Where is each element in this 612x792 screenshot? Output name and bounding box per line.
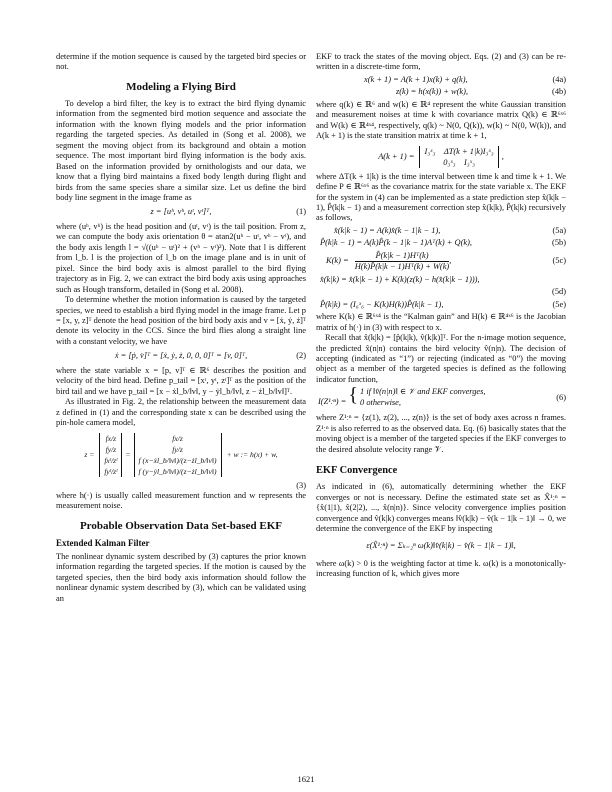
left-paragraph-7: The nonlinear dynamic system described by (3) captures the prior known information regarding the targeted species. If the motion is caused by the targeted species, then the bird body axis information should follow the nonlinear dynamic system described by (3), which can be validated using an (56, 551, 306, 603)
equation-3: z = fx/z fy/z fxᵗ/zᵗ fyᵗ/zᵗ = fx/z fy/z f (x−ẋl_b/‖v‖)/(z−żl_b/‖v‖) f (y−ẏl_b/‖v‖)/(z−żl_b/‖v‖) + w := h(x) + w, (84, 433, 278, 476)
a-matrix-lhs: A(k + 1) = (378, 151, 415, 161)
equation-5d-number: (5d) (552, 287, 566, 297)
equation-1 (56, 207, 306, 217)
equation-6-case-2: 0 otherwise, (360, 397, 401, 407)
equation-5e (316, 300, 566, 310)
a-matrix-row-2: 0₃ˣ₃ I₃ˣ₃ (443, 157, 475, 167)
left-paragraph-5: As illustrated in Fig. 2, the relationship between the measurement data z defined in (1) and the corresponding state x can be described using the pin-hole camera model, (56, 397, 306, 428)
equation-7-body: ε(X̂¹ːⁿ) = Σₖ₌₂ⁿ ω(k)‖v̂(k|k) − v̂(k − 1|k − 1)‖, (366, 541, 516, 551)
equation-a-matrix (316, 146, 566, 168)
page-number: 1621 (297, 774, 315, 784)
equation-4b (316, 87, 566, 97)
equation-5c-fraction (355, 251, 450, 273)
equation-3-number: (3) (296, 480, 306, 490)
left-intro-paragraph: determine if the motion sequence is caused by the targeted bird species or not. (56, 52, 306, 72)
equation-4b-number: (4b) (552, 87, 566, 97)
equation-6-lhs: I(Z¹ːⁿ) = (318, 397, 347, 407)
right-paragraph-4: where K(k) ∈ ℝ⁶ˣ⁴ is the “Kalman gain” and H(k) ∈ ℝ⁴ˣ⁶ is the Jacobian matrix of h(·) in (3) with respect to x. (316, 312, 566, 332)
equation-5c (316, 251, 566, 273)
equation-5d (316, 275, 566, 285)
vector-2-entry: f (x−ẋl_b/‖v‖)/(z−żl_b/‖v‖) (138, 455, 217, 465)
vector-2-entry: f (y−ẏl_b/‖v‖)/(z−żl_b/‖v‖) (138, 466, 217, 476)
right-paragraph-6: where Z¹ːⁿ = {z(1), z(2), ..., z(n)} is the set of body axes across n frames. Z¹ːⁿ is also referred to as the observed data. Eq. (6) basically states that the moving object is a member of the targeted species if the EKF converges to the desired absolute velocity range 𝒱. (316, 413, 566, 454)
equation-2 (56, 351, 306, 361)
section-heading-convergence: EKF Convergence (316, 465, 398, 477)
vector-1-entry: fy/z (105, 444, 117, 454)
vector-2-entry: fx/z (172, 433, 183, 443)
equation-5c-numerator: P̂(k|k − 1)Hᵀ(k) (355, 251, 450, 262)
equation-1-number: (1) (296, 207, 306, 217)
equation-5c-denominator: H(k)P̂(k|k − 1)Hᵀ(k) + W(k) (354, 262, 450, 272)
vector-2-entry: fy/z (172, 444, 183, 454)
section-heading-modeling: Modeling a Flying Bird (126, 80, 236, 93)
right-paragraph-8: where ω(k) > 0 is the weighting factor at time k. ω(k) is a monotonically-increasing function of k, which gives more (316, 558, 566, 579)
equation-5c-tail: , (449, 255, 452, 265)
a-matrix-body (419, 146, 498, 168)
equation-5c-number: (5c) (552, 255, 566, 265)
subsection-heading-ekf: Extended Kalman Filter (56, 537, 150, 548)
right-paragraph-3: where ΔT(k + 1|k) is the time interval between time k and time k + 1. We define P ∈ ℝ⁶ˣ⁶ as the covariance matrix for the state variable x. The EKF for the system in (4) can be implemented as a state prediction step x̂(k|k − 1), P̂(k|k − 1) and a measurement correction step x̂(k|k), P̂(k|k) recursively as follows, (316, 171, 566, 223)
left-paragraph-4: where the state variable x = [p, v]ᵀ ∈ ℝ⁶ describes the position and velocity of the bird head. Define p_tail = [xᵗ, yᵗ, zᵗ]ᵀ as the position of the bird tail and we have p_tail = [x − ẋl_b/‖v‖, y − ẏl_b/‖v‖, z − żl_b/‖v‖]ᵀ. (56, 365, 306, 396)
equation-5a-number: (5a) (552, 225, 566, 235)
equation-5c-lhs: K(k) = (326, 255, 349, 265)
equation-5b-body: P̂(k|k − 1) = A(k)P̂(k − 1|k − 1)Aᵀ(k) + Q(k), (320, 238, 472, 248)
equation-5e-number: (5e) (552, 299, 566, 309)
left-paragraph-1: To develop a bird filter, the key is to extract the bird flying dynamic information from the segmented bird motion sequence and associate the information with the known flying models and the prior information regarding the targeted species. As detailed in (Song et al. 2008), we segment the moving object from its background and obtain a motion sequence. The most important bird flying information is the body axis. Based on the information provided by ornithologists and our data, we know that a flying bird maintains a fixed body length during flight and birds from the same species share a similar size. Let us define the bird body line segment in the image frame as (56, 98, 306, 202)
equation-5d-body: x̂(k|k) = x̂(k|k − 1) + K(k)(z(k) − h(x̂(k|k − 1))), (320, 274, 480, 284)
equation-5a-body: x̂(k|k − 1) = A(k)x̂(k − 1|k − 1), (334, 225, 441, 235)
equation-5b-number: (5b) (552, 238, 566, 248)
equation-5a (316, 226, 566, 236)
a-matrix-row-1: I₃ˣ₃ ΔT(k + 1|k)I₃ˣ₃ (424, 146, 494, 156)
right-paragraph-5: Recall that x̂(k|k) = [p̂(k|k), v̂(k|k)]ᵀ. For the n-image motion sequence, the predicted x̂(n|n) contains the bird velocity v̂(n|n). The decision of accepting (indicated as “1”) or rejecting (indicated as “0”) the moving object as a member of the targeted species is defined as the following indicator function, (316, 333, 566, 384)
equation-4a (316, 75, 566, 85)
right-paragraph-1: EKF to track the states of the moving object. Eqs. (2) and (3) can be re-written in a discrete-time form, (316, 52, 566, 72)
equation-6 (316, 384, 566, 411)
equation-4a-number: (4a) (552, 74, 566, 84)
a-matrix-tail: , (501, 151, 504, 161)
section-heading-probable: Probable Observation Data Set-based EKF (79, 519, 283, 532)
vector-1-entry: fxᵗ/zᵗ (104, 455, 118, 465)
equation-3-rhs: + w := h(x) + w, (226, 449, 278, 459)
equation-2-number: (2) (296, 351, 306, 361)
equation-1-body: z = [uʰ, vʰ, uᵗ, vᵗ]ᵀ, (150, 207, 212, 217)
right-paragraph-2: where q(k) ∈ ℝ⁶ and w(k) ∈ ℝ⁴ represent the white Gaussian transition and measurement noises at time k with covariance matrix Q(k) ∈ ℝ⁶ˣ⁶ and W(k) ∈ ℝ⁴ˣ⁴, respectively, q(k) ~ N(0, Q(k)), w(k) ~ N(0, W(k)), and A(k + 1) is the state transition matrix at time k + 1, (316, 99, 566, 141)
equation-4b-body: z(k) = h(x(k)) + w(k), (396, 87, 468, 97)
vector-1-entry: fx/z (105, 433, 117, 443)
left-paragraph-2: where (uʰ, vʰ) is the head position and (uᵗ, vᵗ) is the tail position. From z, we can compute the body axis orientation θ = atan2(uʰ − uᵗ, vʰ − vᵗ), and the body axis length l = √((uʰ − uᵗ)² + (vʰ − vᵗ)²). Note that l is different from l_b. l is the projection of l_b on the image plane and is in unit of pixel. Since the bird body axis is almost parallel to the bird flying trajectory as in Fig. 2, we can extract the bird body axis using approaches such as Hough transform, detailed in (Song et al. 2008). (56, 221, 306, 294)
equation-6-brace: { (348, 384, 358, 407)
vector-1-entry: fyᵗ/zᵗ (104, 466, 118, 476)
equation-5e-body: P̂(k|k) = (I₆ˣ₆ − K(k)H(k))P̂(k|k − 1), (320, 299, 444, 309)
right-column (316, 52, 566, 580)
equation-6-case-1: 1 if ‖v̂(n|n)‖ ∈ 𝒱 and EKF converges, (360, 387, 486, 397)
right-paragraph-7: As indicated in (6), automatically determining whether the EKF converges or not is necessary. Define the estimated state set as X̂¹ːⁿ = {x̂(1|1), x̂(2|2), ..., x̂(n|n)}. Since velocity convergence implies position convergence and v̂(k|k) converges means ‖v̂(k|k) − v̂(k − 1|k − 1)‖ → 0, we determine the convergence of the EKF by inspecting (316, 482, 566, 533)
equation-5b (316, 238, 566, 248)
equation-2-body: ẋ = [ṗ, v̇]ᵀ = [ẋ, ẏ, ż, 0, 0, 0]ᵀ = [v, 0]ᵀ, (114, 351, 248, 361)
equation-6-number: (6) (556, 393, 566, 403)
equation-4a-body: x(k + 1) = A(k + 1)x(k) + q(k), (364, 74, 468, 84)
equation-6-cases (360, 387, 485, 408)
equation-3-vector-1 (99, 433, 122, 477)
left-column (56, 52, 306, 604)
left-paragraph-6: where h(·) is usually called measurement function and w represents the measurement noise. (56, 490, 306, 511)
equation-3-lhs: z = (84, 449, 95, 459)
left-paragraph-3: To determine whether the motion information is caused by the targeted species, we need to establish a bird flying model in the image frame. Let p = [x, y, z]ᵀ denote the head position of the bird body axis and v = [ẋ, ẏ, ż]ᵀ denote its velocity in the CCS. Since the bird flies along a straight line with a constant velocity, we have (56, 295, 306, 346)
equation-7 (316, 541, 566, 551)
equation-3-vector-2 (134, 433, 222, 477)
